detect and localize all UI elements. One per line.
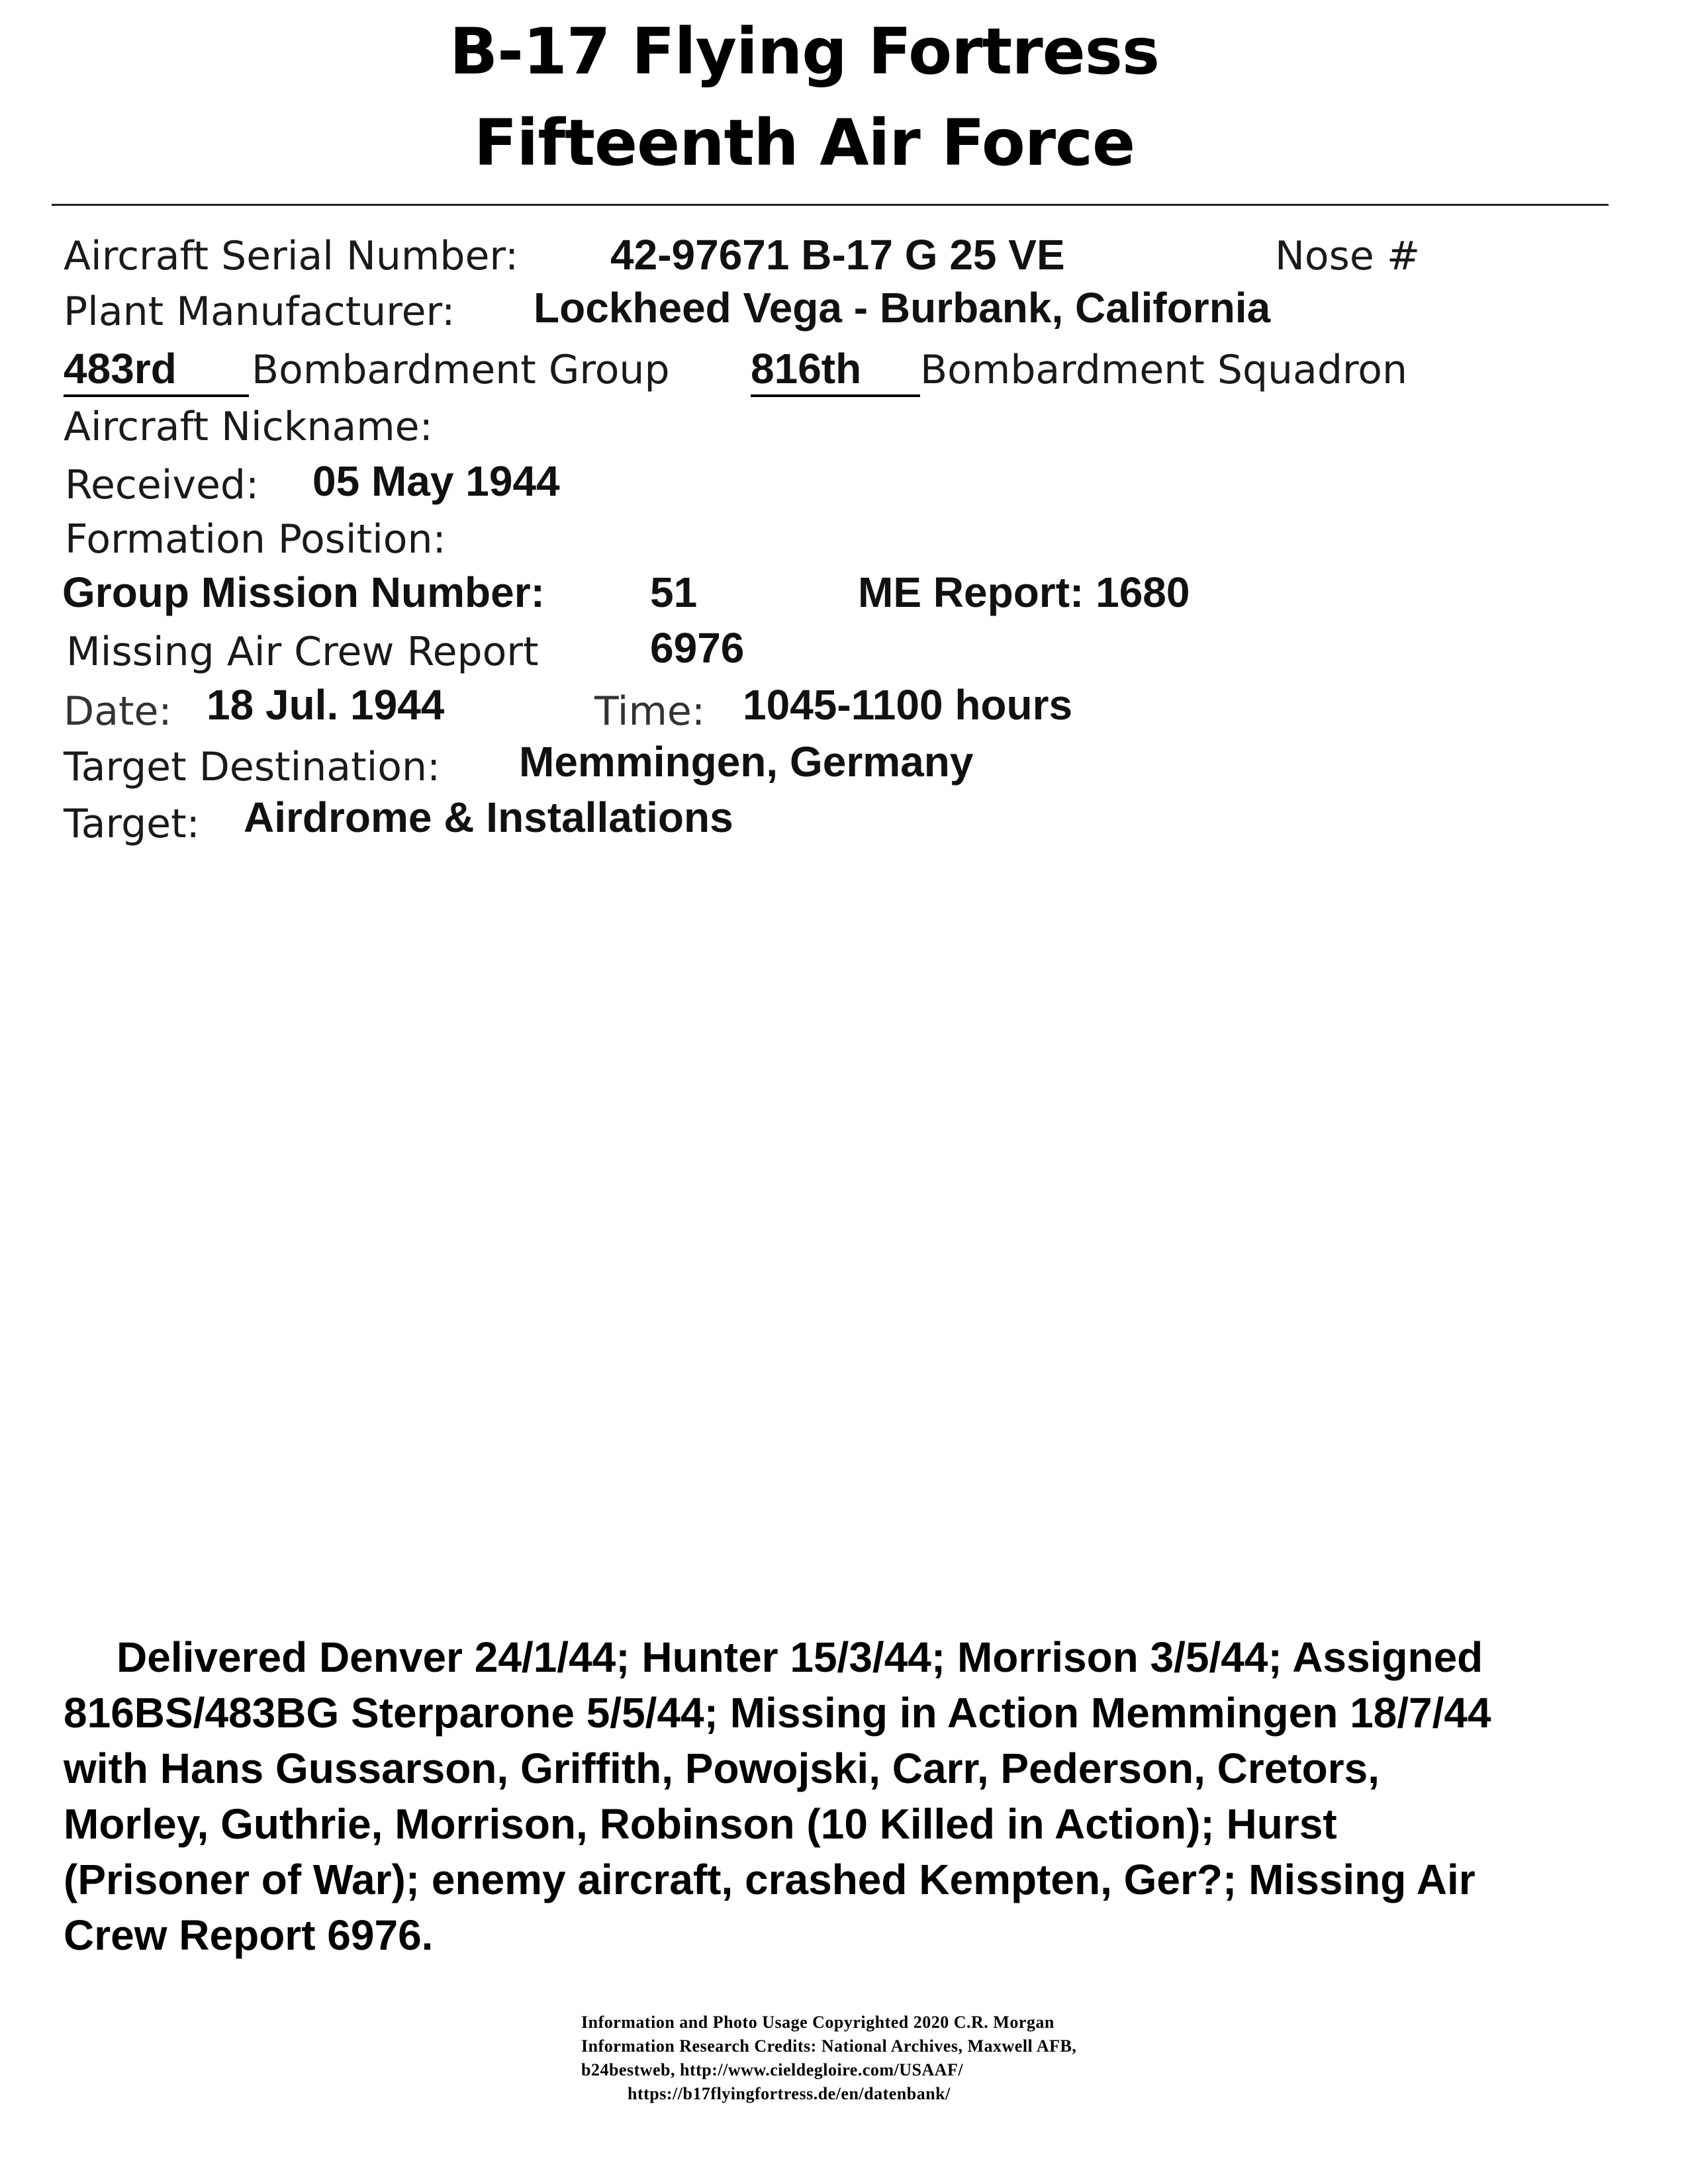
narrative-line: (Prisoner of War); enemy aircraft, crashed Kempten, Ger?; Missing Air bbox=[64, 1856, 1476, 1903]
group-label: Bombardment Group bbox=[252, 347, 670, 393]
target-destination-label: Target Destination: bbox=[64, 744, 441, 790]
target-value: Airdrome & Installations bbox=[244, 794, 733, 841]
date-label: Date: bbox=[64, 688, 172, 735]
title-line-2: Fifteenth Air Force bbox=[473, 106, 1135, 180]
nose-label: Nose # bbox=[1275, 233, 1421, 279]
time-value: 1045-1100 hours bbox=[743, 681, 1073, 729]
history-narrative bbox=[64, 1629, 1652, 1963]
plant-value: Lockheed Vega - Burbank, California bbox=[534, 284, 1271, 332]
serial-label: Aircraft Serial Number: bbox=[64, 233, 519, 279]
narrative-line: Crew Report 6976. bbox=[64, 1911, 434, 1959]
title-divider bbox=[52, 204, 1609, 206]
received-label: Received: bbox=[65, 462, 259, 508]
narrative-line: 816BS/483BG Sterparone 5/5/44; Missing in Action Memmingen 18/7/44 bbox=[64, 1689, 1491, 1737]
narrative-line: with Hans Gussarson, Griffith, Powojski, Carr, Pederson, Cretors, bbox=[64, 1745, 1380, 1792]
credits-line: Information and Photo Usage Copyrighted 2020 C.R. Morgan bbox=[581, 2013, 1055, 2032]
squadron-label: Bombardment Squadron bbox=[920, 347, 1407, 393]
time-label: Time: bbox=[594, 688, 706, 735]
title-line-1: B-17 Flying Fortress bbox=[449, 15, 1160, 89]
received-value: 05 May 1944 bbox=[312, 457, 560, 505]
credits-block bbox=[581, 2011, 1076, 2106]
credits-line: b24bestweb, http://www.cieldegloire.com/USAAF/ bbox=[581, 2060, 964, 2079]
group-value-text: 483rd bbox=[64, 344, 249, 397]
group-value bbox=[64, 344, 249, 397]
target-label: Target: bbox=[64, 801, 200, 847]
credits-line: https://b17flyingfortress.de/en/datenbank/ bbox=[628, 2084, 951, 2103]
narrative-line: Morley, Guthrie, Morrison, Robinson (10 Killed in Action); Hurst bbox=[64, 1800, 1337, 1848]
target-destination-value: Memmingen, Germany bbox=[519, 738, 974, 786]
serial-value: 42-97671 B-17 G 25 VE bbox=[610, 231, 1065, 279]
date-value: 18 Jul. 1944 bbox=[207, 681, 445, 729]
me-report: ME Report: 1680 bbox=[858, 569, 1190, 616]
mission-label: Group Mission Number: bbox=[62, 569, 545, 616]
macr-value: 6976 bbox=[650, 624, 745, 672]
squadron-value bbox=[751, 344, 920, 397]
plant-label: Plant Manufacturer: bbox=[64, 289, 455, 335]
narrative-line: Delivered Denver 24/1/44; Hunter 15/3/44; Morrison 3/5/44; Assigned bbox=[117, 1633, 1483, 1681]
credits-line: Information Research Credits: National Archives, Maxwell AFB, bbox=[581, 2036, 1077, 2056]
mission-value: 51 bbox=[650, 569, 698, 616]
formation-label: Formation Position: bbox=[65, 516, 446, 563]
squadron-value-text: 816th bbox=[751, 344, 920, 397]
macr-label: Missing Air Crew Report bbox=[66, 629, 539, 675]
nickname-label: Aircraft Nickname: bbox=[64, 404, 433, 450]
